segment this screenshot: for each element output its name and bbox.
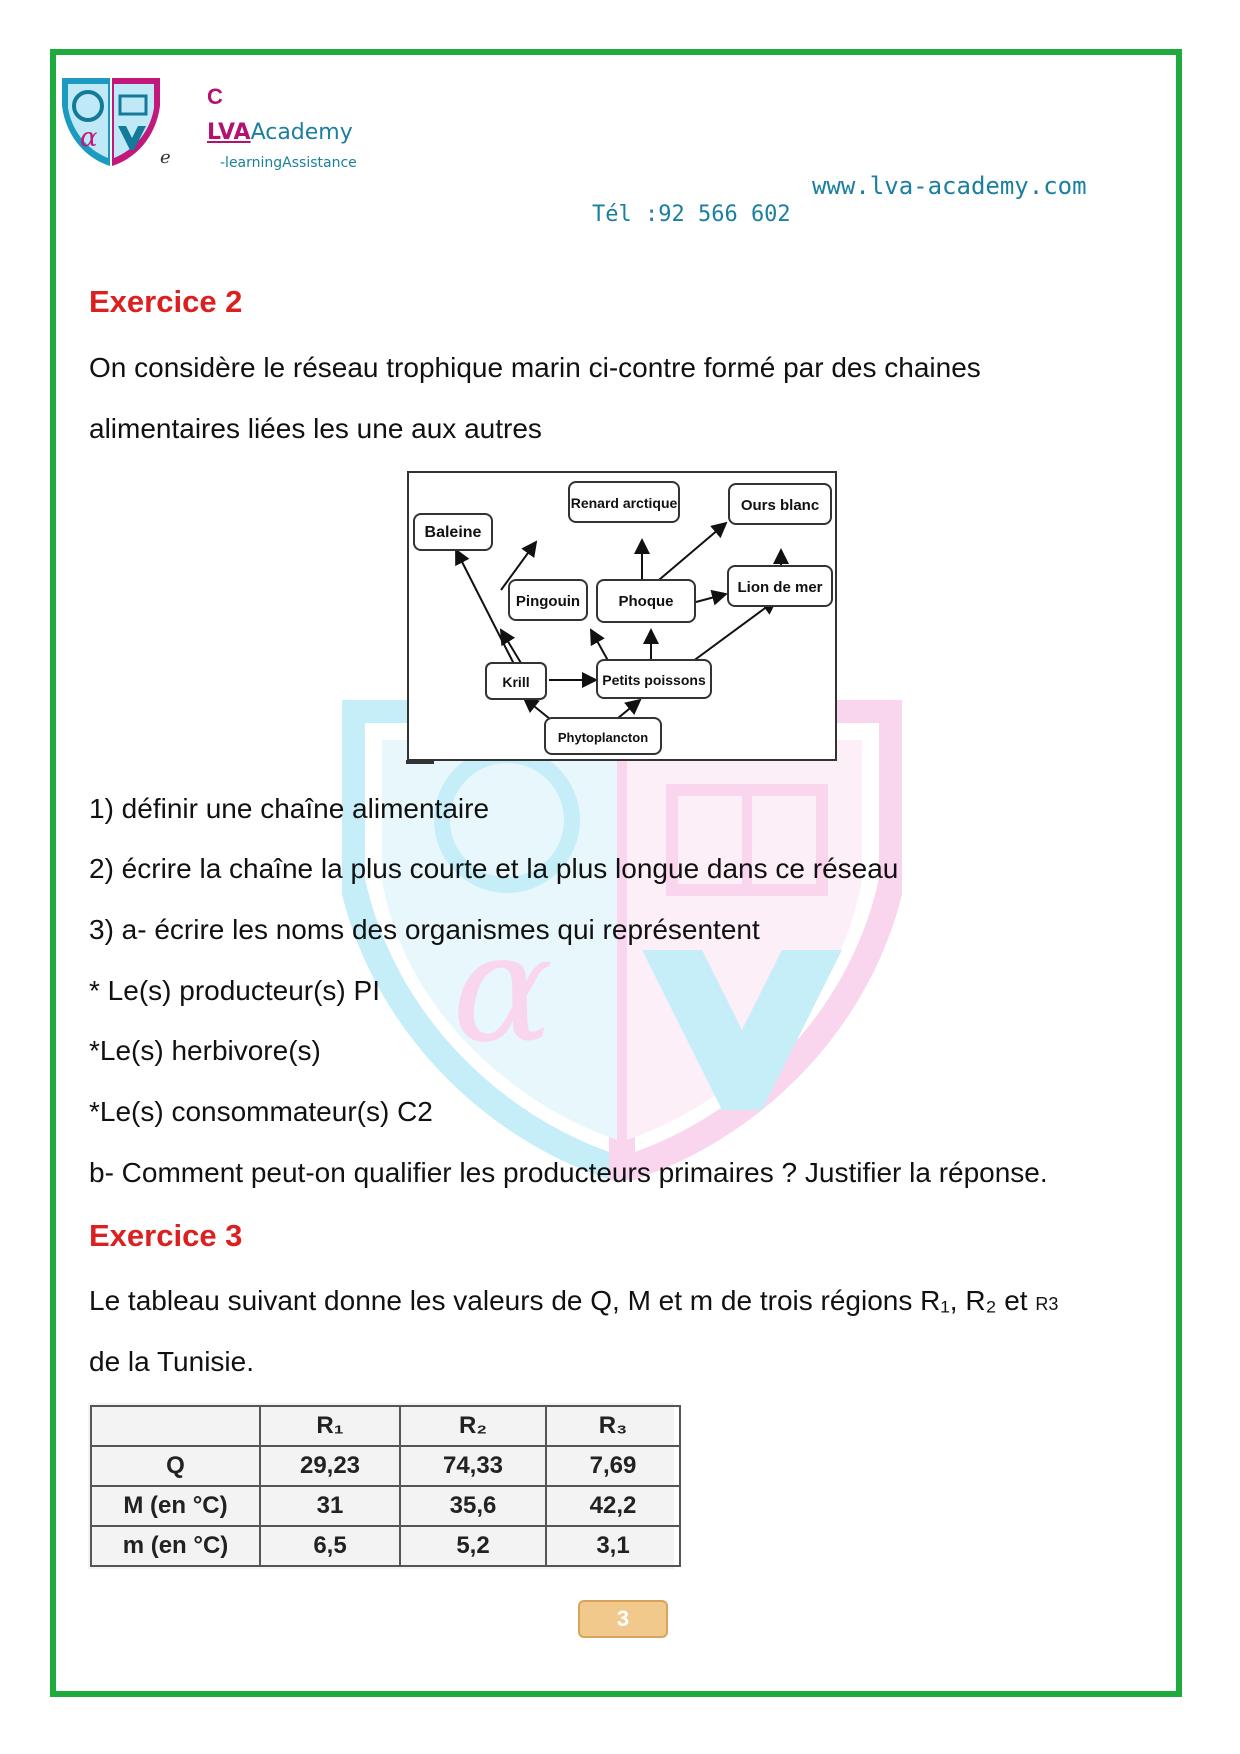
node-pingouin: Pingouin <box>515 593 581 610</box>
node-renard: Renard arctique <box>570 495 678 511</box>
table-cell: 7,69 <box>546 1446 680 1486</box>
exercise-3-title: Exercice 3 <box>89 1218 243 1253</box>
table-cell: 3,1 <box>546 1526 680 1566</box>
table-cell: 29,23 <box>260 1446 400 1486</box>
question-3b: b- Comment peut-on qualifier les producteurs primaires ? Justifier la réponse. <box>89 1157 1048 1188</box>
table-cell: 6,5 <box>260 1526 400 1566</box>
node-lion: Lion de mer <box>737 579 823 596</box>
exercise-2-title: Exercice 2 <box>89 284 243 319</box>
node-krill: Krill <box>502 674 530 690</box>
table-cell: 35,6 <box>400 1486 546 1526</box>
table-header-cell: R₁ <box>260 1406 400 1446</box>
exercise-3-intro-1 <box>89 1285 1058 1317</box>
food-web-diagram <box>406 470 838 764</box>
svg-text:α: α <box>452 902 554 1076</box>
table-header-cell: R₂ <box>400 1406 546 1446</box>
table-row <box>91 1486 680 1526</box>
table-cell: 74,33 <box>400 1446 546 1486</box>
brand-lva: LVA <box>207 120 251 145</box>
question-3a: 3) a- écrire les noms des organismes qui représentent <box>89 914 760 945</box>
academy-logo <box>60 76 162 168</box>
svg-text:α: α <box>80 123 98 153</box>
table-header-row <box>91 1406 680 1446</box>
climate-table <box>90 1405 681 1567</box>
table-header-cell <box>91 1406 260 1446</box>
telephone: Tél :92 566 602 <box>592 202 791 227</box>
question-3a-producteurs: * Le(s) producteur(s) PI <box>89 975 380 1006</box>
exercise-3-intro-text: Le tableau suivant donne les valeurs de Q, M et m de trois régions R₁, R₂ et <box>89 1285 1036 1316</box>
website-link[interactable]: www.lva-academy.com <box>812 172 1087 200</box>
brand-tagline: -learningAssistance <box>220 155 357 171</box>
node-phytoplancton: Phytoplancton <box>557 730 649 745</box>
brand-name <box>207 120 353 145</box>
table-row <box>91 1446 680 1486</box>
table-cell: 42,2 <box>546 1486 680 1526</box>
exercise-2-intro-1: On considère le réseau trophique marin ci-contre formé par des chaines <box>89 352 981 383</box>
table-cell: 31 <box>260 1486 400 1526</box>
node-poissons: Petits poissons <box>602 672 706 688</box>
brand-e: e <box>160 147 171 168</box>
question-3a-consommateurs: *Le(s) consommateur(s) C2 <box>89 1096 433 1127</box>
table-cell: m (en °C) <box>91 1526 260 1566</box>
node-ours: Ours blanc <box>740 497 820 514</box>
question-2: 2) écrire la chaîne la plus courte et la plus longue dans ce réseau <box>89 853 899 884</box>
page-number: 3 <box>578 1600 668 1638</box>
node-baleine: Baleine <box>424 524 482 541</box>
table-cell: 5,2 <box>400 1526 546 1566</box>
exercise-2-intro-2: alimentaires liées les une aux autres <box>89 413 542 444</box>
table-header-cell: R₃ <box>546 1406 680 1446</box>
exercise-3-intro-2: de la Tunisie. <box>89 1346 254 1377</box>
table-cell: M (en °C) <box>91 1486 260 1526</box>
question-1: 1) définir une chaîne alimentaire <box>89 793 490 824</box>
brand-letter: C <box>207 84 223 109</box>
table-cell: Q <box>91 1446 260 1486</box>
exercise-3-intro-r3: R3 <box>1035 1294 1059 1314</box>
question-3a-herbivores: *Le(s) herbivore(s) <box>89 1035 321 1066</box>
brand-academy: Academy <box>250 120 353 145</box>
table-row <box>91 1526 680 1566</box>
node-phoque: Phoque <box>618 593 674 610</box>
